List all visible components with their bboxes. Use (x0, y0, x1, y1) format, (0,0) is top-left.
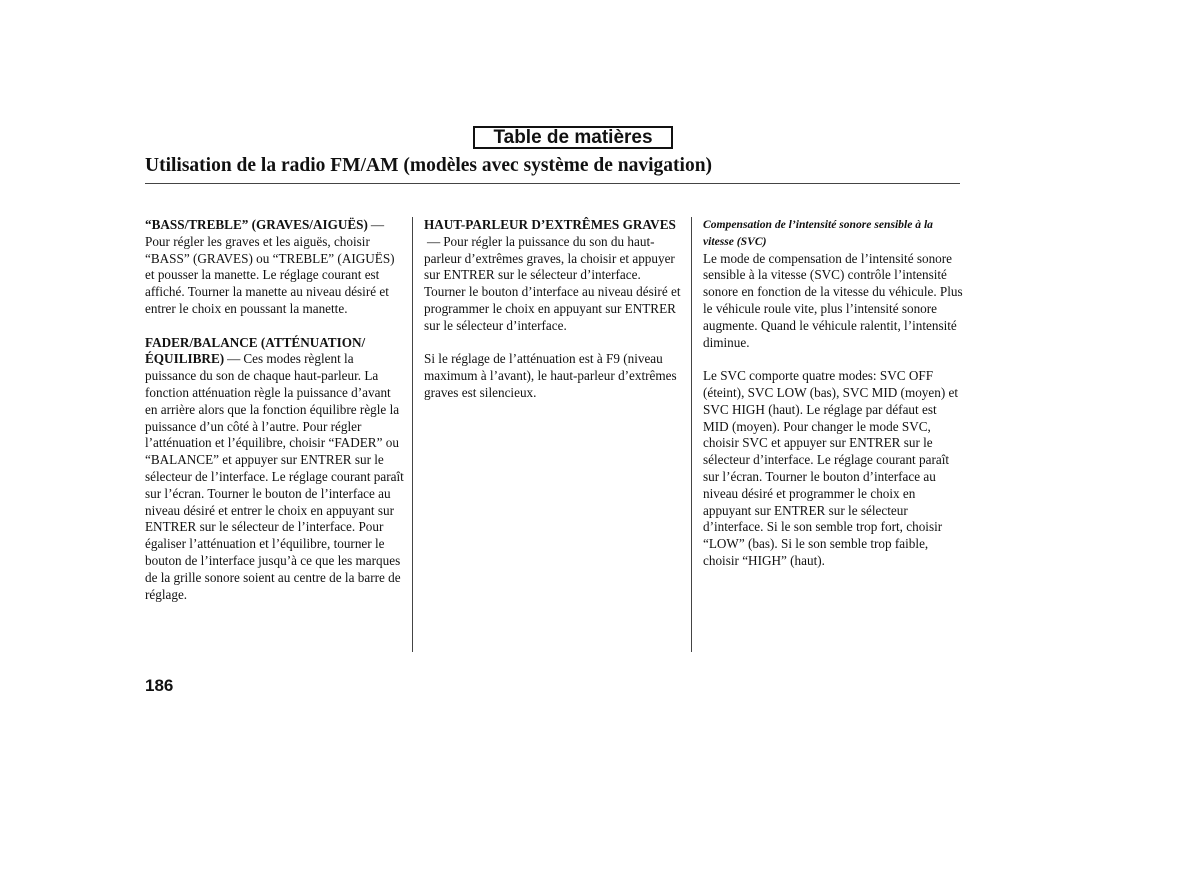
column-divider (412, 217, 413, 652)
subwoofer-section (424, 217, 682, 335)
column-left (145, 217, 405, 620)
column-middle (424, 217, 682, 419)
table-of-contents-button[interactable]: Table de matières (473, 126, 673, 149)
bass-treble-text: Pour régler les graves et les aiguës, choisir “BASS” (GRAVES) ou “TREBLE” (AIGUËS) et pousser la manette. Le réglage courant est affiché. Tourner la manette au niveau désiré et entrer le choix en poussant la manette. (145, 233, 395, 316)
bass-treble-section (145, 217, 405, 318)
em-dash: — (427, 233, 441, 249)
title-divider (145, 183, 960, 184)
svc-description: Le mode de compensation de l’intensité sonore sensible à la vitesse (SVC) contrôle l’intensité sonore en fonction de la vitesse du véhicule. Plus le véhicule roule vite, plus l’intensité sonore augmente. Quand le véhicule ralentit, l’intensité diminue. (703, 250, 963, 350)
bass-treble-heading: “BASS/TREBLE” (GRAVES/AIGUËS) (145, 217, 368, 232)
f9-note: Si le réglage de l’atténuation est à F9 (niveau maximum à l’avant), le haut-parleur d’extrêmes graves est silencieux. (424, 351, 677, 400)
subwoofer-text: Pour régler la puissance du son du haut-parleur d’extrêmes graves, la choisir et appuyer sur ENTRER sur le sélecteur d’interface. Tourner le bouton d’interface au niveau désiré et programmer le choix en appuyant sur ENTRER sur le sélecteur d’interface. (424, 233, 681, 333)
fader-balance-text: Ces modes règlent la puissance du son de chaque haut-parleur. La fonction atténuation règle la puissance d’avant en arrière alors que la fonction équilibre règle la puissance d’un côté à l’autre. Pour régler l’atténuation et l’équilibre, choisir “FADER” ou “BALANCE” et appuyer sur ENTRER sur le sélecteur de l’interface. Le réglage courant paraît sur l’écran. Tourner le bouton de l’interface au niveau désiré et entrer le choix en appuyant sur ENTRER sur le sélecteur de l’interface. Pour égaliser l’atténuation et l’équilibre, tourner le bouton de l’interface jusqu’à ce que les marques de la grille sonore soient au centre de la barre de réglage. (145, 351, 404, 602)
page-number: 186 (145, 676, 174, 695)
em-dash: — (227, 351, 241, 367)
fader-balance-heading: FADER/BALANCE (ATTÉNUATION/ ÉQUILIBRE) (145, 334, 366, 367)
fader-balance-section (145, 335, 405, 604)
svc-heading: Compensation de l’intensité sonore sensible à la vitesse (SVC) (703, 218, 933, 248)
em-dash: — (370, 217, 385, 232)
column-divider (691, 217, 692, 652)
page-title: Utilisation de la radio FM/AM (modèles avec système de navigation) (145, 155, 713, 176)
column-right (703, 217, 963, 587)
svc-modes-text: Le SVC comporte quatre modes: SVC OFF (éteint), SVC LOW (bas), SVC MID (moyen) et SVC HIGH (haut). Le réglage par défaut est MID (moyen). Pour changer le mode SVC, choisir SVC et appuyer sur ENTRER sur le sélecteur d’interface. Le réglage courant paraît sur l’écran. Tourner le bouton d’interface au niveau désiré et programmer le choix en appuyant sur ENTRER sur le sélecteur d’interface. Si le son semble trop fort, choisir “LOW” (bas). Si le son semble trop faible, choisir “HIGH” (haut). (703, 368, 959, 568)
subwoofer-heading: HAUT-PARLEUR D’EXTRÊMES GRAVES (424, 217, 676, 232)
